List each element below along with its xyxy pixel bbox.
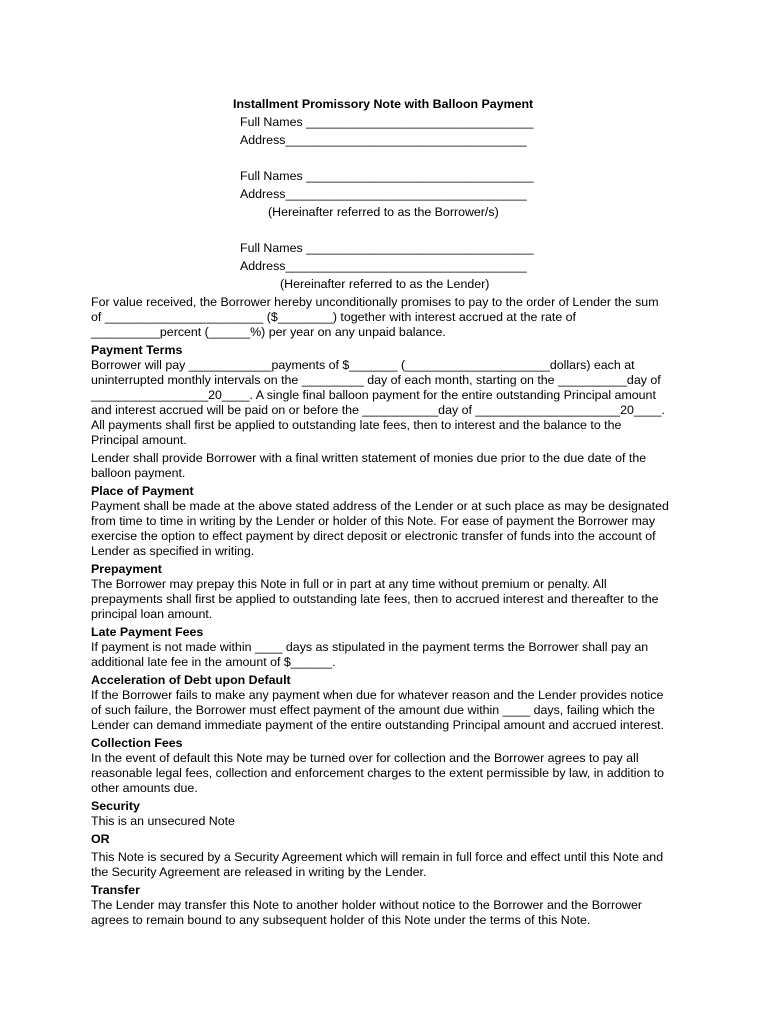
- payment-terms-line: _________________20____. A single final balloon payment for the entire outstanding Principal amount: [91, 388, 656, 402]
- section-heading-late-fees: Late Payment Fees: [91, 625, 204, 639]
- intro-line: of _______________________ ($________) together with interest accrued at the rate of: [91, 310, 576, 324]
- section-heading-security: Security: [91, 799, 140, 813]
- lender-reference: (Hereinafter referred to as the Lender): [280, 277, 490, 291]
- place-of-payment-line: from time to time in writing by the Lender or holder of this Note. For ease of payment the Borrower may: [91, 514, 656, 528]
- full-names-field: Full Names _________________________________: [240, 115, 534, 129]
- section-heading-transfer: Transfer: [91, 883, 140, 897]
- note-body: [91, 295, 681, 928]
- late-fees-line: If payment is not made within ____ days as stipulated in the payment terms the Borrower shall pay an: [91, 640, 649, 654]
- late-fees-line: additional late fee in the amount of $______.: [91, 655, 336, 669]
- address-field: Address___________________________________: [240, 259, 527, 273]
- address-field: Address___________________________________: [240, 133, 527, 147]
- transfer-line: The Lender may transfer this Note to another holder without notice to the Borrower and the Borrower: [91, 898, 642, 912]
- acceleration-line: of such failure, the Borrower must effect payment of the amount due within ____ days, failing which the: [91, 703, 655, 717]
- collection-line: In the event of default this Note may be turned over for collection and the Borrower agrees to pay all: [91, 751, 639, 765]
- security-line: This Note is secured by a Security Agreement which will remain in full force and effect until this Note and: [91, 850, 664, 864]
- prepayment-line: principal loan amount.: [91, 607, 213, 621]
- payment-terms-line: Principal amount.: [91, 433, 187, 447]
- payment-terms-line: Borrower will pay ____________payments of $_______ (_____________________dollars) each at: [91, 358, 635, 372]
- intro-line: For value received, the Borrower hereby unconditionally promises to pay to the order of Lender the sum: [91, 295, 659, 309]
- payment-terms-line: uninterrupted monthly intervals on the _________ day of each month, starting on the __________day of: [91, 373, 661, 387]
- section-heading-acceleration: Acceleration of Debt upon Default: [91, 673, 291, 687]
- document-title: Installment Promissory Note with Balloon Payment: [233, 97, 534, 111]
- security-or: OR: [91, 832, 110, 846]
- collection-line: reasonable legal fees, collection and enforcement charges to the extent permissible by law, in addition to: [91, 766, 665, 780]
- section-heading-prepayment: Prepayment: [91, 562, 162, 576]
- intro-line: __________percent (______%) per year on any unpaid balance.: [91, 325, 446, 339]
- place-of-payment-line: exercise the option to effect payment by direct deposit or electronic transfer of funds into the account of: [91, 529, 656, 543]
- section-heading-collection-fees: Collection Fees: [91, 736, 183, 750]
- party-block-borrower: [240, 167, 550, 221]
- acceleration-line: If the Borrower fails to make any payment when due for whatever reason and the Lender provides notice: [91, 688, 664, 702]
- full-names-field: Full Names _________________________________: [240, 241, 534, 255]
- place-of-payment-line: Lender as specified in writing.: [91, 544, 255, 558]
- full-names-field: Full Names _________________________________: [240, 169, 534, 183]
- security-line: This is an unsecured Note: [91, 814, 235, 828]
- transfer-line: agrees to remain bound to any subsequent holder of this Note under the terms of this Note.: [91, 913, 591, 927]
- party-block-lender: [240, 239, 550, 293]
- prepayment-line: prepayments shall first be applied to outstanding late fees, then to accrued interest and thereafter to the: [91, 592, 659, 606]
- borrower-reference: (Hereinafter referred to as the Borrower/s): [268, 205, 499, 219]
- acceleration-line: Lender can demand immediate payment of the entire outstanding Principal amount and accrued interest.: [91, 718, 665, 732]
- security-line: the Security Agreement are released in writing by the Lender.: [91, 865, 427, 879]
- place-of-payment-line: Payment shall be made at the above stated address of the Lender or at such place as may be designated: [91, 499, 669, 513]
- party-block-1: [240, 113, 550, 149]
- prepayment-line: The Borrower may prepay this Note in full or in part at any time without premium or penalty. All: [91, 577, 607, 591]
- payment-terms-line: All payments shall first be applied to outstanding late fees, then to interest and the balance to the: [91, 418, 622, 432]
- section-heading-payment-terms: Payment Terms: [91, 343, 183, 357]
- payment-terms-line: Lender shall provide Borrower with a final written statement of monies due prior to the due date of the: [91, 451, 647, 465]
- payment-terms-line: and interest accrued will be paid on or before the ___________day of _____________________20____.: [91, 403, 665, 417]
- address-field: Address___________________________________: [240, 187, 527, 201]
- payment-terms-line: balloon payment.: [91, 466, 186, 480]
- collection-line: other amounts due.: [91, 781, 198, 795]
- section-heading-place-of-payment: Place of Payment: [91, 484, 194, 498]
